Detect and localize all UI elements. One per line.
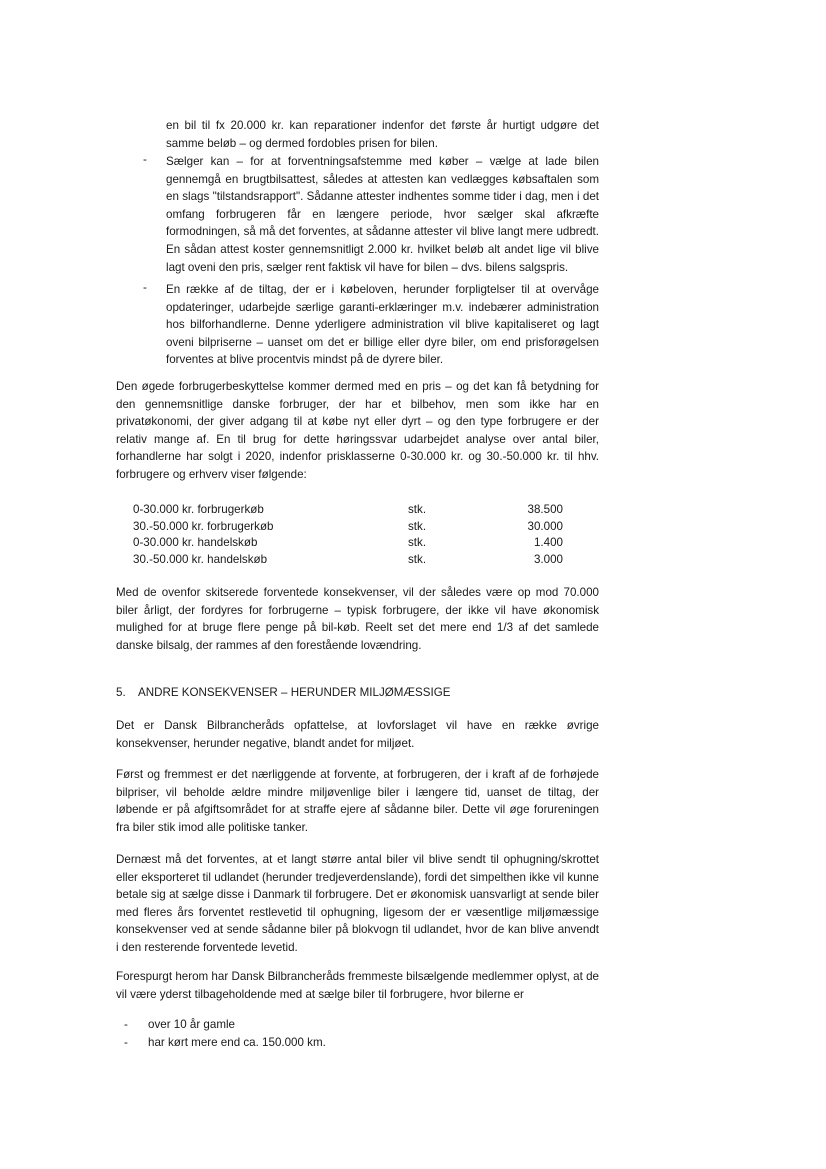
table-row xyxy=(133,519,573,535)
bullet-text: Sælger kan – for at forventningsafstemme med køber – vælge at lade bilen gennemgå en brugtbilsattest, således at attesten kan vedlægges købsaftalen som en slags "tilstandsrapport". Sådanne attester indhentes somme tider i dag, men i det omfang forbrugeren får en længere periode, hvor sælger skal afkræfte formodningen, så må det forventes, at sådanne attester vil blive langt mere udbredt. En sådan attest koster gennemsnitligt 2.000 kr. hvilket beløb alt andet lige vil blive lagt oveni den pris, sælger rent faktisk vil have for bilen – dvs. bilens salgspris. xyxy=(166,155,599,274)
section-title: ANDRE KONSEKVENSER – HERUNDER MILJØMÆSSIGE xyxy=(138,686,451,699)
paragraph-opinion: Det er Dansk Bilbrancheråds opfattelse, at lovforslaget vil have en række øvrige konsekvenser, herunder negative, blandt andet for miljøet. xyxy=(116,719,599,750)
row-value: 30.000 xyxy=(527,520,563,533)
final-list xyxy=(124,1016,424,1052)
list-text: har kørt mere end ca. 150.000 km. xyxy=(148,1036,326,1049)
paragraph-consequences: Med de ovenfor skitserede forventede konsekvenser, vil der således være op mod 70.000 biler årligt, der fordyres for forbrugerne – typisk forbrugere, der ikke vil have økonomisk mulighed for at bruge flere penge på bil-køb. Reelt set det mere end 1/3 af det samlede danske bilsalg, der rammes af den forestående lovændring. xyxy=(116,586,599,652)
paragraph-first: Først og fremmest er det nærliggende at forvente, at forbrugeren, der i kraft af de forhøjede bilpriser, vil beholde ældre mindre miljøvenlige biler i længere tid, uanset de tiltag, der løbende er på afgiftsområdet for at straffe ejere af sådanne biler. Dette vil øge forureningen fra biler stik imod alle politiske tanker. xyxy=(116,768,599,834)
row-unit: stk. xyxy=(408,536,427,549)
table-row xyxy=(133,552,573,568)
row-label: 30.-50.000 kr. forbrugerkøb xyxy=(133,520,274,533)
row-unit: stk. xyxy=(408,503,427,516)
list-text: over 10 år gamle xyxy=(148,1018,235,1031)
paragraph-second: Dernæst må det forventes, at et langt større antal biler vil blive sendt til ophugning/skrottet eller eksporteret til udlandet (herunder tredjeverdenslande), fordi det simpelthen ikke vil kunne betale sig at sælge disse i Danmark til forbrugere. Det er økonomisk uansvarligt at sende biler med fleres års forventet restlevetid til ophugning, ligesom der er væsentlige miljømæssige konsekvenser ved at sende sådanne biler på blokvogn til udlandet, hvor de kan blive anvendt i den resterende forventede levetid. xyxy=(116,853,599,954)
row-label: 0-30.000 kr. forbrugerkøb xyxy=(133,503,264,516)
bullet-dash: - xyxy=(143,153,147,166)
list-item xyxy=(124,1034,424,1052)
paragraph-asked: Forespurgt herom har Dansk Bilbrancheråds fremmeste bilsælgende medlemmer oplyst, at de vil være yderst tilbageholdende med at sælge biler til forbrugere, hvor bilerne er xyxy=(116,970,599,1001)
row-unit: stk. xyxy=(408,520,427,533)
row-value: 3.000 xyxy=(533,553,563,566)
table-row xyxy=(133,502,573,518)
intro-paragraph: en bil til fx 20.000 kr. kan reparationer indenfor det første år hurtigt udgøre det samme beløb – og dermed fordobles prisen for bilen. xyxy=(166,119,599,150)
paragraph-consumer-protection: Den øgede forbrugerbeskyttelse kommer dermed med en pris – og det kan få betydning for den gennemsnitlige danske forbruger, der har et bilbehov, men som ikke har en privatøkonomi, der giver adgang til at købe nyt eller dyrt – og den type forbrugere er der relativ mange af. En til brug for dette høringssvar udarbejdet analyse over antal biler, forhandlerne har solgt i 2020, indenfor prisklasserne 0-30.000 kr. og 30.-50.000 kr. til hhv. forbrugere og erhverv viser følgende: xyxy=(116,380,599,481)
section-number: 5. xyxy=(116,686,126,699)
row-label: 30.-50.000 kr. handelskøb xyxy=(133,553,268,566)
bullet-text: En række af de tiltag, der er i købeloven, herunder forpligtelser til at overvåge opdateringer, udarbejde særlige garanti-erklæringer m.v. indebærer administration hos bilforhandlerne. Denne yderligere administration vil blive kapitaliseret og lagt oveni bilpriserne – uanset om det er billige eller dyre biler, om end prisforøgelsen forventes at blive procentvis mindst på de dyrere biler. xyxy=(166,283,599,367)
bullet-item-administration xyxy=(143,281,599,371)
list-dash: - xyxy=(124,1018,128,1031)
row-unit: stk. xyxy=(408,553,427,566)
row-label: 0-30.000 kr. handelskøb xyxy=(133,536,258,549)
list-item xyxy=(124,1016,424,1034)
row-value: 38.500 xyxy=(527,503,563,516)
bullet-dash: - xyxy=(143,281,147,294)
row-value: 1.400 xyxy=(533,536,563,549)
bullet-item-attest xyxy=(143,153,599,283)
table-row xyxy=(133,535,573,551)
list-dash: - xyxy=(124,1036,128,1049)
